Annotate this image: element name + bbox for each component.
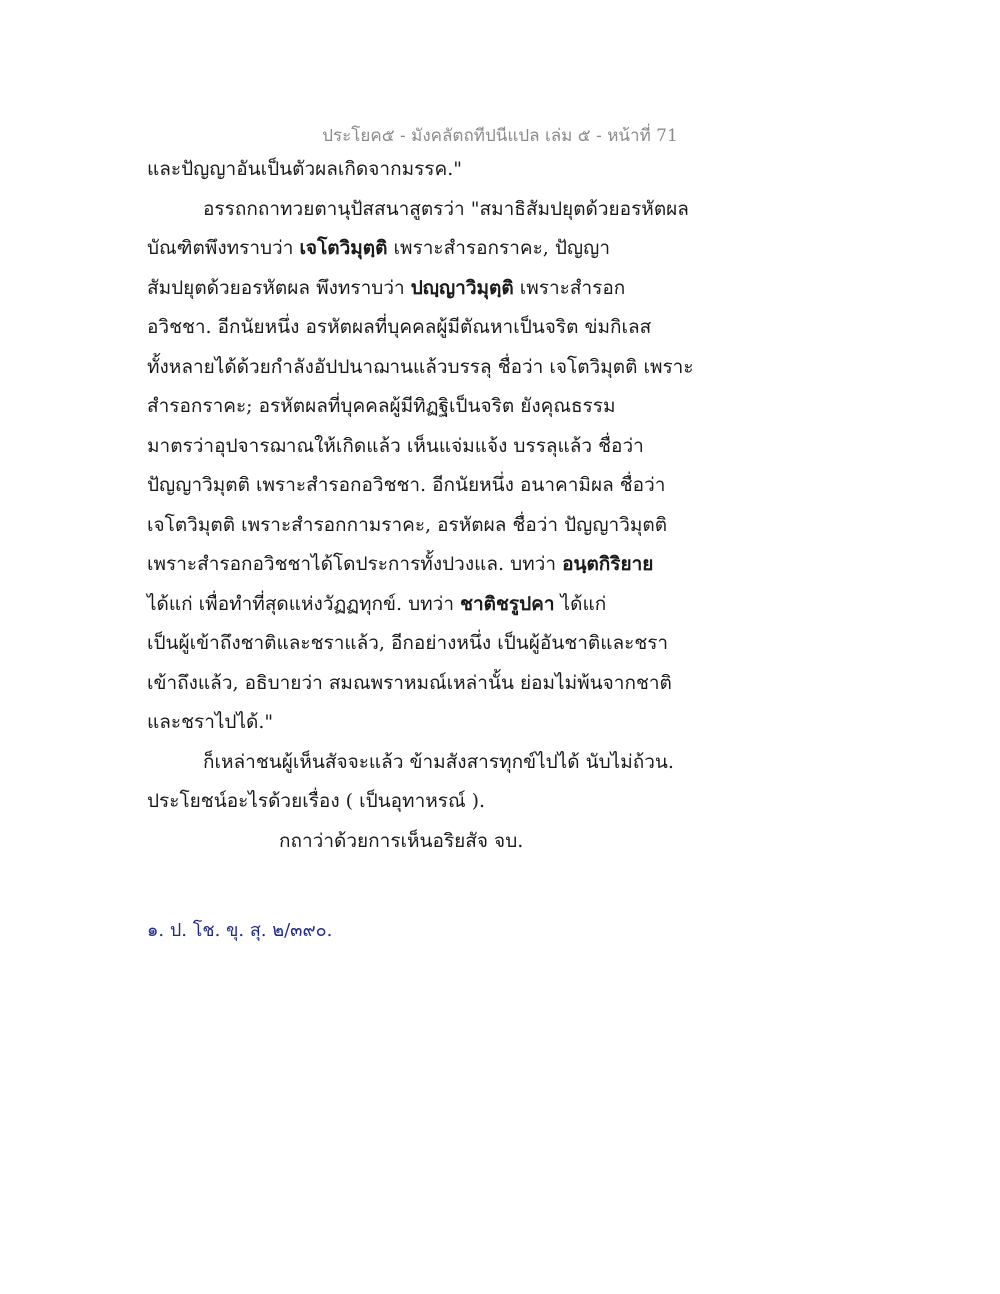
text-line-8: มาตรว่าอุปจารฌาณให้เกิดแล้ว เห็นแจ่มแจ้ง บรรลุแล้ว ชื่อว่า: [147, 434, 644, 457]
running-header: ประโยค๕ - มังคลัตถทีปนีแปล เล่ม ๕ - หน้าที่ 71: [322, 126, 678, 146]
text-line-9: ปัญญาวิมุตติ เพราะสำรอกอวิชชา. อีกนัยหนึ่ง อนาคามิผล ชื่อว่า: [147, 474, 666, 496]
text-line-13: เป็นผู้เข้าถึงชาติและชราแล้ว, อีกอย่างหนึ่ง เป็นผู้อันชาติและชรา: [147, 632, 669, 654]
text-line-17: ประโยชน์อะไรด้วยเรื่อง ( เป็นอุทาหรณ์ ).: [147, 790, 486, 812]
text-line-16: ก็เหล่าชนผู้เห็นสัจจะแล้ว ข้ามสังสารทุกข์ไปได้ นับไม่ถ้วน.: [203, 750, 674, 773]
text-line-5: อวิชชา. อีกนัยหนึ่ง อรหัตผลที่บุคคลผู้มีตัณหาเป็นจริต ข่มกิเลส: [147, 316, 652, 338]
text-line-3: บัณฑิตพึงทราบว่า เจโตวิมุตฺติ เพราะสำรอกราคะ, ปัญญา: [147, 237, 610, 259]
text-line-4: สัมปยุตด้วยอรหัตผล พึงทราบว่า ปญฺญาวิมุตฺติ เพราะสำรอก: [147, 276, 626, 299]
text-line-12: ได้แก่ เพื่อทำที่สุดแห่งวัฏฏทุกข์. บทว่า ชาติชรูปคา ได้แก่: [147, 592, 607, 615]
closing-line: กถาว่าด้วยการเห็นอริยสัจ จบ.: [279, 829, 524, 852]
text-line-6: ทั้งหลายได้ด้วยกำลังอัปปนาฌานแล้วบรรลุ ชื่อว่า เจโตวิมุตติ เพราะ: [147, 355, 694, 378]
text-line-2: อรรถกถาทวยตานุปัสสนาสูตรว่า "สมาธิสัมปยุตด้วยอรหัตผล: [203, 197, 689, 220]
text-line-10: เจโตวิมุตติ เพราะสำรอกกามราคะ, อรหัตผล ชื่อว่า ปัญญาวิมุตติ: [147, 513, 668, 536]
footnote: ๑. ป. โช. ขุ. สุ. ๒/๓๙๐.: [147, 920, 333, 941]
text-line-14: เข้าถึงแล้ว, อธิบายว่า สมณพราหมณ์เหล่านั้น ย่อมไม่พ้นจากชาติ: [147, 671, 672, 694]
term-antakiriyaya: อนฺตกิริยาย: [562, 553, 654, 575]
body-text: [147, 150, 707, 861]
term-pannavimutti: ปญฺญาวิมุตฺติ: [410, 276, 514, 299]
text-line-7: สำรอกราคะ; อรหัตผลที่บุคคลผู้มีทิฏฐิเป็นจริต ยังคุณธรรม: [147, 395, 616, 417]
term-cetovimutti: เจโตวิมุตฺติ: [299, 237, 388, 259]
term-jatijarupaka: ชาติชรูปคา: [460, 592, 555, 615]
text-line-15: และชราไปได้.": [147, 711, 274, 733]
text-line-1: และปัญญาอันเป็นตัวผลเกิดจากมรรค.": [147, 158, 462, 180]
text-line-11: เพราะสำรอกอวิชชาได้โดประการทั้งปวงแล. บทว่า อนฺตกิริยาย: [147, 553, 654, 575]
